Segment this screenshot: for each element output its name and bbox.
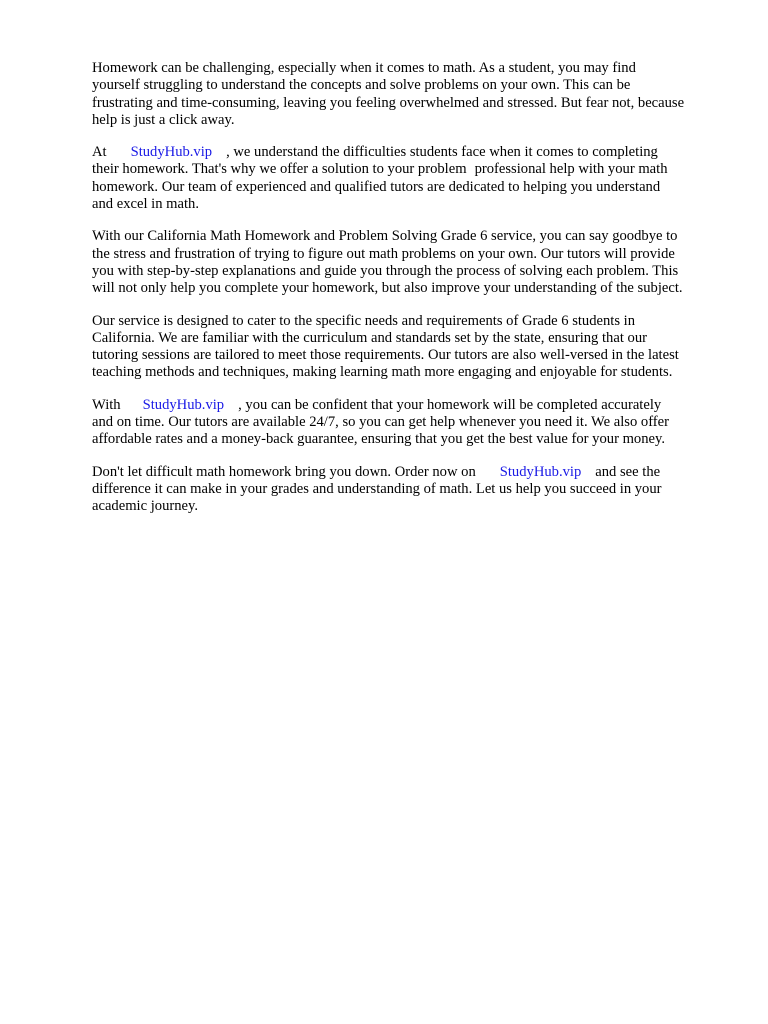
text-line: difference it can make in your grades and understanding of math. Let us help you succeed in your	[92, 480, 662, 497]
text-line	[92, 397, 724, 414]
text-line	[92, 161, 724, 178]
text-fragment: professional help with your math	[474, 161, 668, 178]
text-line: and on time. Our tutors are available 24/7, so you can get help whenever you need it. We also offer	[92, 414, 669, 431]
document-body	[92, 60, 724, 531]
text-line: yourself struggling to understand the concepts and solve problems on your own. This can be	[92, 77, 631, 94]
text-fragment: and see the	[595, 463, 661, 480]
text-line: will not only help you complete your homework, but also improve your understanding of the subject.	[92, 280, 683, 297]
text-line: California. We are familiar with the curriculum and standards set by the state, ensuring that our	[92, 329, 647, 346]
text-fragment: , you can be confident that your homework will be completed accurately	[238, 396, 662, 413]
paragraph-grade6	[92, 313, 724, 382]
text-fragment: At	[92, 144, 107, 161]
text-line: you with step-by-step explanations and guide you through the process of solving each problem. This	[92, 262, 679, 279]
text-fragment: With	[92, 396, 121, 413]
paragraph-confidence	[92, 397, 724, 449]
text-line: tutoring sessions are tailored to meet those requirements. Our tutors are also well-versed in the latest	[92, 347, 679, 364]
paragraph-studyhub-intro	[92, 144, 724, 213]
text-line: frustrating and time-consuming, leaving you feeling overwhelmed and stressed. But fear not, because	[92, 94, 685, 111]
text-line: homework. Our team of experienced and qualified tutors are dedicated to helping you understand	[92, 178, 661, 195]
text-line	[92, 464, 724, 481]
text-line: With our California Math Homework and Problem Solving Grade 6 service, you can say goodbye to	[92, 228, 678, 245]
text-line: academic journey.	[92, 498, 199, 515]
text-line: Homework can be challenging, especially when it comes to math. As a student, you may find	[92, 60, 636, 76]
paragraph-intro	[92, 60, 724, 129]
text-line: help is just a click away.	[92, 111, 235, 128]
paragraph-service	[92, 228, 724, 297]
paragraph-closing	[92, 464, 724, 516]
text-line: affordable rates and a money-back guarantee, ensuring that you get the best value for your money.	[92, 431, 665, 448]
text-line: teaching methods and techniques, making learning math more engaging and enjoyable for students.	[92, 364, 673, 381]
text-line: and excel in math.	[92, 196, 199, 213]
studyhub-link[interactable]: StudyHub.vip	[142, 396, 225, 413]
text-line	[92, 144, 724, 161]
text-line: the stress and frustration of trying to figure out math problems on your own. Our tutors will provide	[92, 245, 675, 262]
studyhub-link[interactable]: StudyHub.vip	[499, 463, 582, 480]
text-fragment: Don't let difficult math homework bring you down. Order now on	[92, 463, 476, 480]
text-line: Our service is designed to cater to the specific needs and requirements of Grade 6 students in	[92, 312, 636, 329]
studyhub-link[interactable]: StudyHub.vip	[130, 144, 213, 161]
text-fragment: , we understand the difficulties students face when it comes to completing	[226, 144, 658, 161]
text-fragment: their homework. That's why we offer a solution to your problem	[92, 161, 467, 178]
